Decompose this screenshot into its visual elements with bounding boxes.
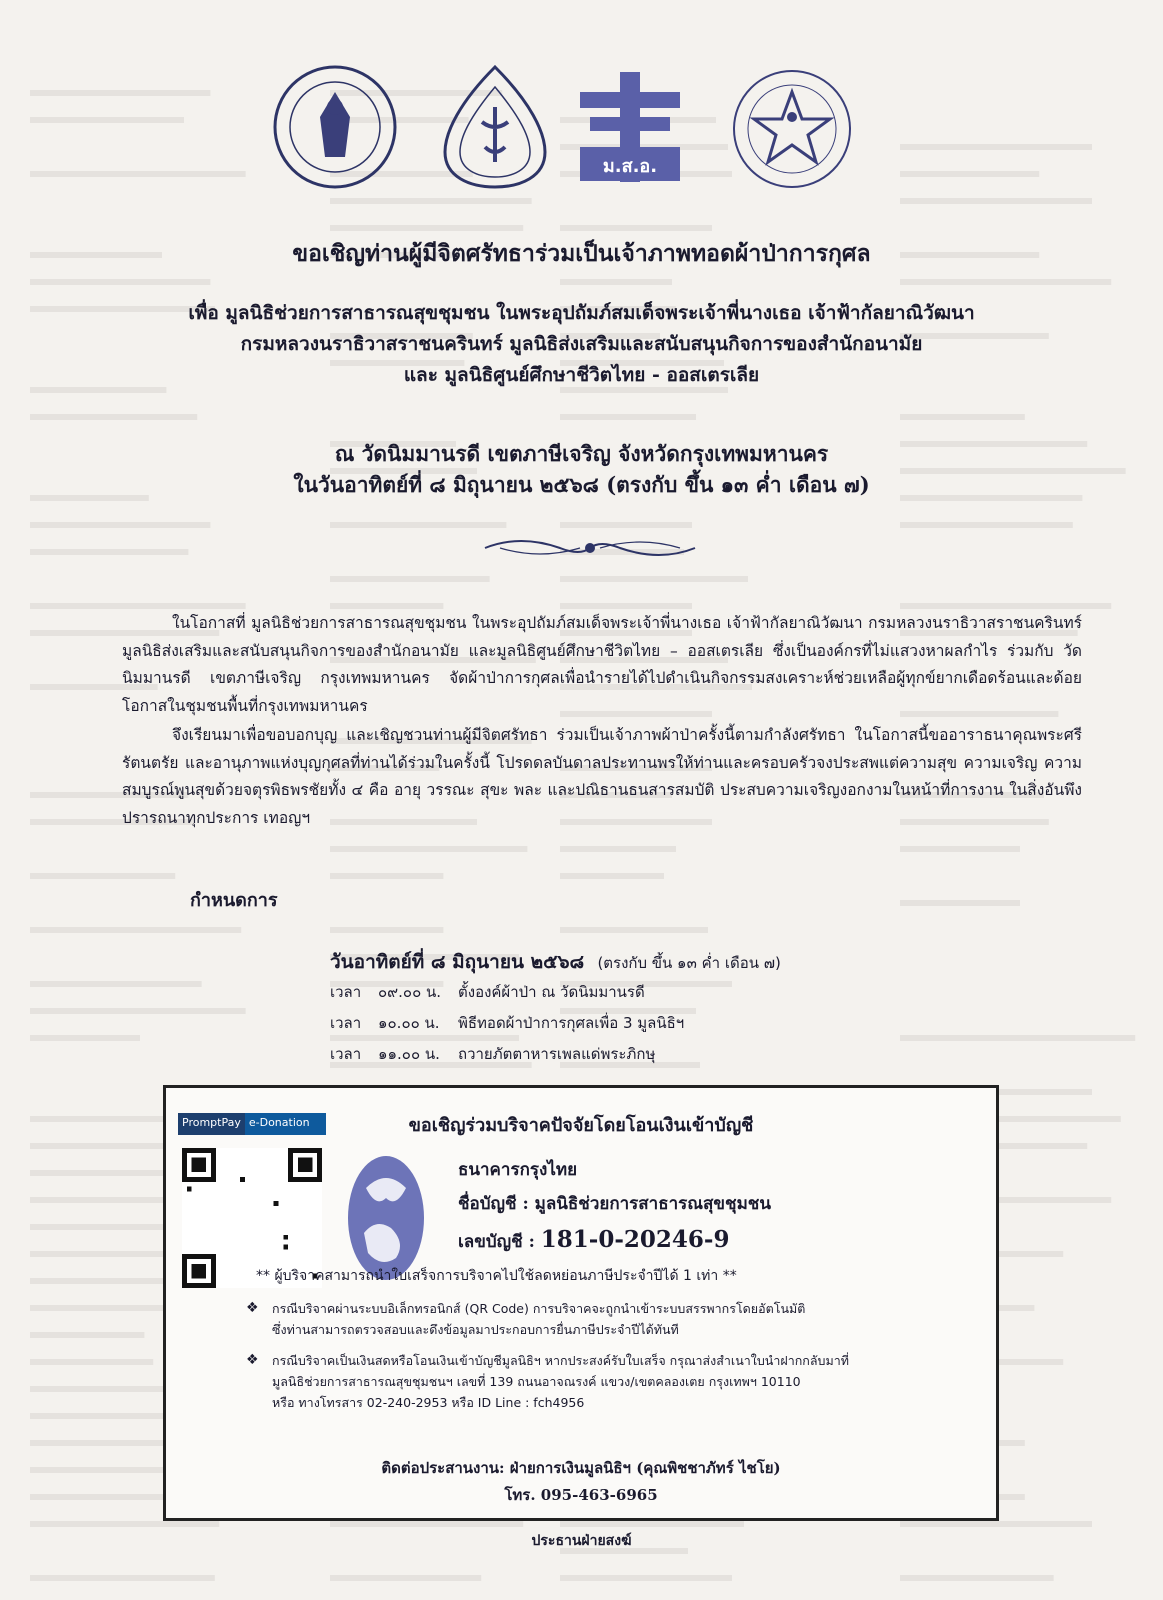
schedule-item — [330, 980, 645, 1004]
schedule-time: ๑๑.๐๐ น. — [378, 1045, 440, 1063]
purpose-line-2: กรมหลวงนราธิวาสราชนครินทร์ มูลนิธิส่งเสริมและสนับสนุนกิจการของสำนักอนามัย — [240, 333, 923, 355]
paragraph-intro: ในโอกาสที่ มูลนิธิช่วยการสาธารณสุขชุมชน ในพระอุปถัมภ์สมเด็จพระเจ้าพี่นางเธอ เจ้าฟ้ากัลยาณิวัฒนา กรมหลวงนราธิวาสราชนครินทร์ มูลนิธิส่งเสริมและสนับสนุนกิจการของสำนักอนามัย และมูลนิธิศูนย์ศึกษาชีวิตไทย – ออสเตรเลีย ซึ่งเป็นองค์กรที่ไม่แสวงหาผลกำไร ร่วมกับ วัดนิมมานรดี เขตภาษีเจริญ กรุงเทพมหานคร จัดผ้าป่าการกุศลเพื่อนำรายได้ไปดำเนินกิจกรรมสงเคราะห์ช่วยเหลือผู้ทุกข์ยากเดือดร้อนและด้อยโอกาสในชุมชนพื้นที่กรุงเทพมหานคร — [122, 614, 1082, 715]
schedule-item — [330, 1011, 684, 1035]
contact-line: ติดต่อประสานงาน: ฝ่ายการเงินมูลนิธิฯ (คุณพิชชาภัทร์ ไชโย) — [381, 1459, 781, 1477]
schedule-heading: กำหนดการ — [190, 890, 278, 911]
schedule-date — [330, 947, 781, 977]
bullet-cash-info — [246, 1350, 966, 1413]
location-line: ณ วัดนิมมานรดี เขตภาษีเจริญ จังหวัดกรุงเทพมหานคร — [334, 441, 829, 466]
bullet-line: มูลนิธิช่วยการสาธารณสุขชุมชนฯ เลขที่ 139 ถนนอาจณรงค์ แขวง/เขตคลองเตย กรุงเทพฯ 10110 — [272, 1374, 801, 1389]
paragraph-invitation: จึงเรียนมาเพื่อขอบอกบุญ และเชิญชวนท่านผู้มีจิตศรัทธา ร่วมเป็นเจ้าภาพผ้าป่าครั้งนี้ตามกำลังศรัทธา ในโอกาสนี้ขออาราธนาคุณพระศรีรัตนตรัย และอานุภาพแห่งบุญกุศลที่ท่านได้ร่วมในครั้งนี้ โปรดดลบันดาลประทานพรให้ท่านและครอบครัวจงประสพแต่ความสุข ความเจริญ ความสมบูรณ์พูนสุขด้วยจตุรพิธพรชัยทั้ง ๔ คือ อายุ วรรณะ สุขะ พละ และปณิธานธนสารสมบัติ ประสบความเจริญงอกงามในหน้าที่การงาน ในสิ่งอันพึงปรารถนาทุกประการ เทอญฯ — [122, 726, 1082, 827]
mso-logo-text: ม.ส.อ. — [602, 156, 658, 177]
diamond-bullet-icon: ❖ — [246, 1352, 259, 1368]
purpose-block — [0, 298, 1163, 391]
bullet-line: ซึ่งท่านสามารถตรวจสอบและดึงข้อมูลมาประกอบการยื่นภาษีประจำปีได้ทันที — [272, 1322, 679, 1337]
schedule-label: เวลา — [330, 1014, 362, 1032]
schedule-date-text: วันอาทิตย์ที่ ๘ มิถุนายน ๒๕๖๘ — [330, 951, 585, 973]
ornament-divider — [480, 530, 700, 566]
schedule-label: เวลา — [330, 983, 362, 1001]
bullet-line: กรณีบริจาคผ่านระบบอิเล็กทรอนิกส์ (QR Code) การบริจาคจะถูกนำเข้าระบบสรรพากรโดยอัตโนมัติ — [272, 1301, 806, 1316]
schedule-desc: พิธีทอดผ้าป่าการกุศลเพื่อ 3 มูลนิธิฯ — [458, 1014, 685, 1032]
footer-signature-title: ประธานฝ่ายสงฆ์ — [531, 1533, 632, 1549]
account-number: 181-0-20246-9 — [540, 1226, 730, 1253]
phone-line: โทร. 095-463-6965 — [504, 1486, 658, 1504]
schedule-desc: ถวายภัตตาหารเพลแด่พระภิกษุ — [458, 1045, 656, 1063]
schedule-date-note: (ตรงกับ ขึ้น ๑๓ ค่ำ เดือน ๗) — [597, 954, 781, 972]
bullet-line: กรณีบริจาคเป็นเงินสดหรือโอนเงินเข้าบัญชีมูลนิธิฯ หากประสงค์รับใบเสร็จ กรุณาส่งสำเนาใบนำฝากกลับมาที่ — [272, 1353, 849, 1368]
edonation-label: e-Donation — [245, 1113, 326, 1135]
bank-name: ธนาคารกรุงไทย — [458, 1160, 578, 1180]
account-name: ชื่อบัญชี : มูลนิธิช่วยการสาธารณสุขชุมชน — [458, 1194, 771, 1214]
purpose-line-3: และ มูลนิธิศูนย์ศึกษาชีวิตไทย - ออสเตรเลีย — [403, 364, 760, 386]
account-number-label: เลขบัญชี : — [458, 1232, 535, 1252]
bullet-line: หรือ ทางโทรสาร 02-240-2953 หรือ ID Line : fch4956 — [272, 1395, 585, 1410]
schedule-time: ๐๙.๐๐ น. — [378, 983, 442, 1001]
foundation-seal-logo — [440, 62, 550, 192]
donation-box — [163, 1085, 999, 1521]
schedule-item — [330, 1042, 655, 1066]
thai-australia-logo — [730, 67, 855, 192]
wat-seal-logo — [270, 62, 400, 192]
bullet-qr-info — [246, 1298, 966, 1340]
schedule-label: เวลา — [330, 1045, 362, 1063]
diamond-bullet-icon: ❖ — [246, 1300, 259, 1316]
date-line: ในวันอาทิตย์ที่ ๘ มิถุนายน ๒๕๖๘ (ตรงกับ ขึ้น ๑๓ ค่ำ เดือน ๗) — [293, 472, 870, 497]
logo-row — [270, 62, 890, 192]
schedule-time: ๑๐.๐๐ น. — [378, 1014, 440, 1032]
location-block — [0, 438, 1163, 500]
page-title: ขอเชิญท่านผู้มีจิตศรัทธาร่วมเป็นเจ้าภาพทอดผ้าป่าการกุศล — [292, 240, 871, 267]
tax-note: ** ผู้บริจาคสามารถนำใบเสร็จการบริจาคไปใช้ลดหย่อนภาษีประจำปีได้ 1 เท่า ** — [256, 1268, 737, 1284]
mso-logo — [580, 72, 680, 192]
promptpay-label: PromptPay — [178, 1113, 245, 1135]
donation-title: ขอเชิญร่วมบริจาคปัจจัยโดยโอนเงินเข้าบัญชี — [408, 1115, 754, 1136]
account-number-row — [458, 1226, 729, 1255]
schedule-desc: ตั้งองค์ผ้าป่า ณ วัดนิมมานรดี — [458, 983, 645, 1001]
purpose-line-1: เพื่อ มูลนิธิช่วยการสาธารณสุขชุมชน ในพระอุปถัมภ์สมเด็จพระเจ้าพี่นางเธอ เจ้าฟ้ากัลยาณิวัฒนา — [188, 302, 975, 324]
